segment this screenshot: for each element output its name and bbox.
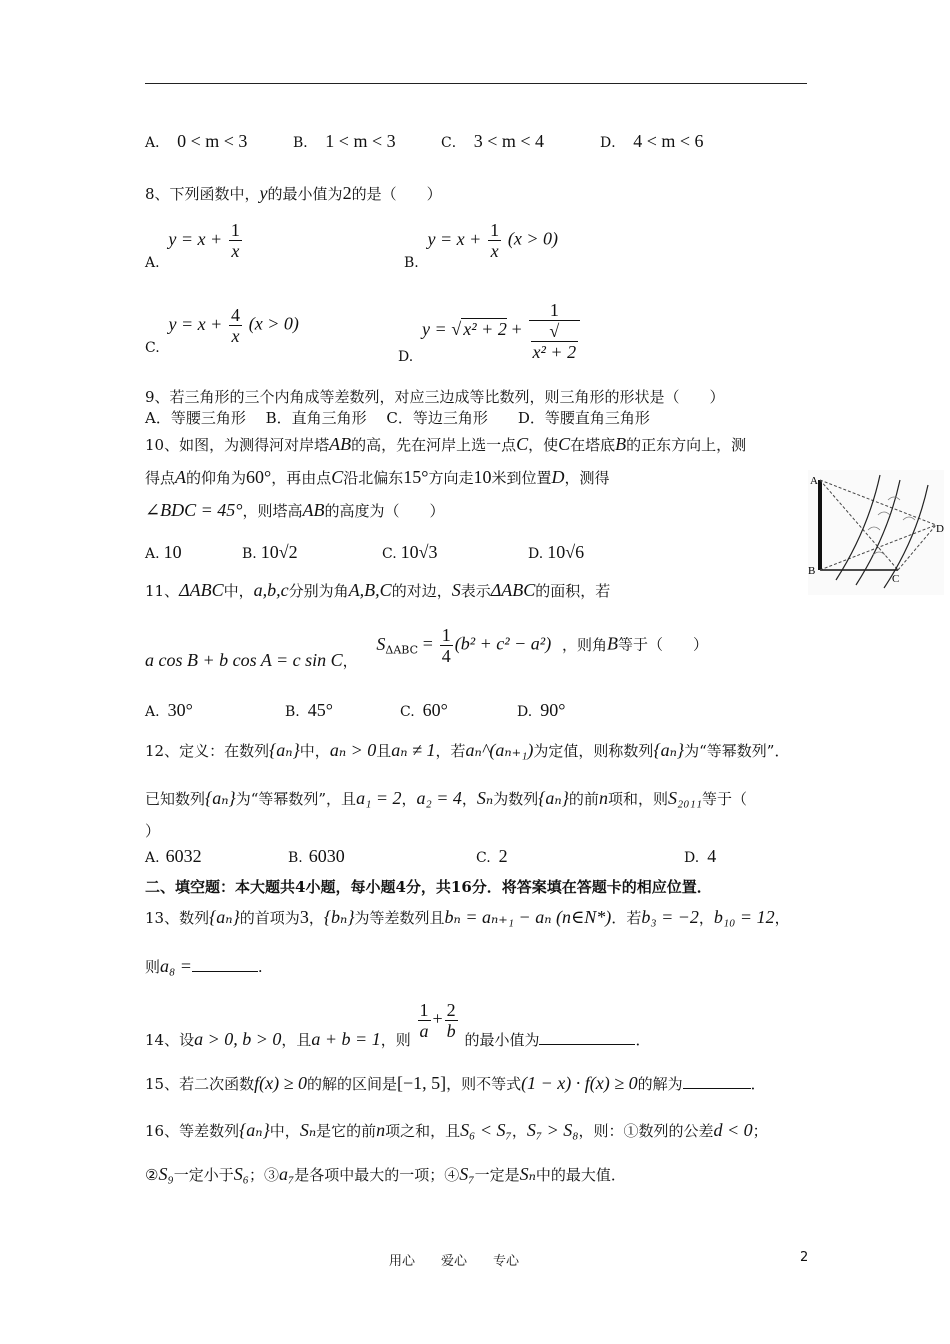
q8-option-b: B. y = x + $\frac{1}{x}$ (x > 0) — [404, 220, 558, 271]
q10-option-a: A. 10 — [145, 542, 182, 562]
q15-answer-blank[interactable] — [683, 1088, 751, 1089]
tower-figure — [808, 470, 944, 595]
q7-option-c: C． 3 < m < 4 — [441, 131, 545, 151]
q14-line: 14、设a > 0, b > 0，且a + b = 1，则 $\frac{1}{a}$ + $\frac{2}{b}$ 的最小值为 ． — [145, 1000, 651, 1049]
q8-option-a: A. y = x + $\frac{1}{x}$ — [145, 220, 240, 271]
q10-option-d: D. 10√6 — [528, 542, 585, 562]
q8-option-d: D. y = √ x² + 2 + 1 √ x² + 2 — [398, 300, 582, 362]
fig-label-c: C — [892, 573, 900, 585]
q10-option-b: B. 10√2 — [242, 542, 298, 562]
q13-line2: 则a₈ = . — [145, 956, 263, 976]
q7-option-d: D． 4 < m < 6 — [600, 131, 704, 151]
q11-option-c: C. 60° — [400, 700, 448, 720]
q11-line2: a cos B + b cos A = c sin C， $S_{\Delta ABC}$ = $\frac{1}{4}$ (b² + c² − a²) ，则角B等于（ ） — [145, 625, 709, 670]
section-2-heading: 二、填空题：本大题共4小题，每小题4分，共16分．将答案填在答题卡的相应位置． — [145, 878, 712, 896]
page-number: 2 — [800, 1250, 809, 1265]
q10-line1: 10、如图，为测得河对岸塔AB的高，先在河岸上选一点C，使C在塔底B的正东方向上，测 — [145, 434, 747, 454]
q11-option-b: B. 45° — [285, 700, 333, 720]
q12-option-b: B. 6030 — [288, 846, 345, 866]
q10-line2: 得点A的仰角为60°，再由点C沿北偏东15°方向走10米到位置D，测得 — [145, 467, 610, 487]
q9-stem: 9、若三角形的三个内角成等差数列，对应三边成等比数列，则三角形的形状是（ ） — [145, 388, 725, 406]
q11-option-a: A. 30° — [145, 700, 193, 720]
q12-line1: 12、定义：在数列{aₙ}中，aₙ > 0且aₙ ≠ 1，若aₙ^(aₙ₊₁)为定值，则称数列{aₙ}为“等幂数列”． — [145, 740, 790, 760]
q11-option-d: D. 90° — [517, 700, 566, 720]
q12-line2: 已知数列{aₙ}为“等幂数列”，且a₁ = 2，a₂ = 4，Sₙ为数列{aₙ}的前n项和，则S₂₀₁₁等于（ — [145, 788, 747, 808]
q7-option-a: A． 0 < m < 3 — [145, 131, 248, 151]
q15-line: 15、若二次函数f(x) ≥ 0的解的区间是[−1, 5]，则不等式(1 − x) · f(x) ≥ 0的解为 ． — [145, 1073, 766, 1093]
q13-answer-blank[interactable] — [192, 971, 258, 972]
q16-line2: ②S₉一定小于S₆；③a₇是各项中最大的一项；④S₇一定是Sₙ中的最大值． — [145, 1164, 626, 1184]
footer-motto: 用心 爱心 专心 — [389, 1254, 520, 1269]
q7-option-b: B． 1 < m < 3 — [293, 131, 396, 151]
header-rule — [145, 83, 807, 84]
q9-options: A．等腰三角形 B．直角三角形 C．等边三角形 D．等腰直角三角形 — [145, 409, 650, 427]
q8-stem: 8、下列函数中，y的最小值为2的是（ ） — [145, 183, 442, 203]
q12-option-c: C. 2 — [476, 846, 508, 866]
q12-line3: ） — [145, 822, 161, 840]
q14-answer-blank[interactable] — [539, 1044, 635, 1045]
fig-label-d: D — [936, 523, 944, 535]
q10-line3: ∠BDC = 45°，则塔高AB的高度为（ ） — [145, 500, 445, 520]
q12-option-d: D. 4 — [684, 846, 717, 866]
q10-option-c: C. 10√3 — [382, 542, 438, 562]
fig-label-a: A — [810, 475, 818, 487]
q11-line1: 11、ΔABC中，a,b,c分别为角A,B,C的对边，S表示ΔABC的面积，若 — [145, 580, 611, 600]
q12-option-a: A. 6032 — [145, 846, 202, 866]
fig-label-b: B — [808, 565, 816, 577]
q16-line1: 16、等差数列{aₙ}中，Sₙ是它的前n项之和，且S₆ < S₇，S₇ > S₈，则：①数列的公差d < 0； — [145, 1120, 768, 1140]
q13-line1: 13、数列{aₙ}的首项为3，{bₙ}为等差数列且bₙ = aₙ₊₁ − aₙ (n∈N*)．若b₃ = −2，b₁₀ = 12， — [145, 907, 790, 927]
q8-option-c: C. y = x + $\frac{4}{x}$ (x > 0) — [145, 305, 299, 356]
